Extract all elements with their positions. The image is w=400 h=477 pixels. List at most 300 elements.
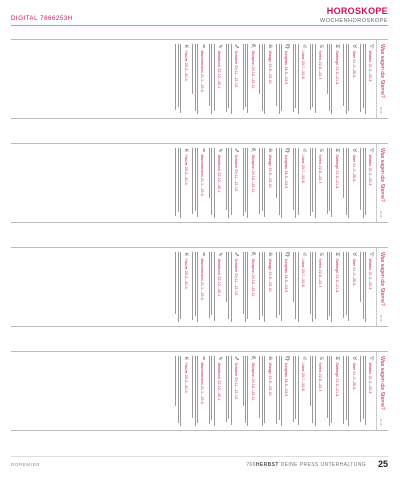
sign-entry	[293, 356, 305, 426]
text-line	[260, 148, 261, 214]
text-line	[310, 252, 311, 314]
text-line	[293, 44, 294, 112]
pisces-icon: ♓	[183, 252, 190, 257]
text-line	[226, 252, 227, 302]
column-header	[376, 248, 388, 326]
taurus-icon: ♉	[351, 148, 358, 153]
text-line	[245, 356, 246, 423]
libra-icon: ♎	[267, 252, 274, 257]
virgo-icon: ♍	[283, 356, 290, 361]
text-line	[298, 356, 299, 425]
page-title: HOROSKOPE	[326, 6, 388, 16]
sign-heading	[368, 356, 373, 426]
text-line	[298, 44, 299, 114]
text-line	[282, 356, 283, 426]
text-line	[346, 148, 347, 215]
sign-name: Waage 24.9.–23.10.	[267, 154, 272, 189]
sign-name: Stier 21.4.–20.5.	[351, 258, 356, 287]
text-line	[332, 148, 333, 217]
text-line	[315, 356, 316, 426]
sign-entry	[209, 44, 221, 114]
text-line	[330, 148, 331, 211]
text-line	[363, 44, 364, 108]
text-line	[231, 252, 232, 322]
sign-heading	[351, 356, 356, 426]
text-line	[181, 356, 182, 426]
pisces-icon: ♓	[183, 356, 190, 361]
column-date: 19.10.	[379, 210, 382, 218]
sign-name: Steinbock 22.12.–20.1.	[217, 258, 222, 298]
sign-name: Wassermann 21.1.–19.2.	[200, 258, 205, 301]
sign-name: Schütze 23.11.–21.12.	[234, 50, 238, 89]
sign-heading	[301, 44, 306, 114]
taurus-icon: ♉	[351, 356, 358, 361]
sign-name: Steinbock 22.12.–20.1.	[217, 154, 222, 194]
text-line	[262, 356, 263, 426]
sign-heading	[318, 252, 323, 322]
aquarius-icon: ♒	[199, 44, 206, 49]
aquarius-icon: ♒	[199, 148, 206, 153]
text-line	[346, 356, 347, 420]
sign-entry	[361, 44, 373, 114]
text-line	[313, 44, 314, 107]
footer-publisher: DOREMIER	[11, 462, 41, 467]
text-line	[193, 252, 194, 320]
sign-heading	[284, 148, 289, 218]
sign-entry	[293, 148, 305, 218]
text-line	[195, 356, 196, 426]
sign-name: Löwe 23.7.–23.8.	[301, 258, 306, 288]
text-line	[349, 148, 350, 218]
sign-heading	[183, 148, 188, 218]
text-line	[315, 44, 316, 113]
sign-heading	[368, 252, 373, 322]
sign-entry	[310, 44, 322, 114]
text-line	[277, 148, 278, 198]
column-question: Was sagen die Sterne?	[379, 148, 385, 202]
text-line	[361, 252, 362, 302]
sign-heading	[284, 252, 289, 322]
sign-entry	[243, 44, 255, 114]
text-line	[231, 44, 232, 114]
text-line	[229, 356, 230, 419]
footer-magazine	[246, 462, 366, 468]
sign-heading	[200, 356, 205, 426]
sign-heading	[217, 148, 222, 218]
text-line	[193, 148, 194, 214]
sign-name: Löwe 23.7.–23.8.	[301, 154, 306, 184]
text-line	[245, 148, 246, 212]
text-line	[296, 44, 297, 108]
pisces-icon: ♓	[183, 44, 190, 49]
sign-entry	[327, 148, 339, 218]
text-line	[248, 44, 249, 113]
sign-heading	[318, 148, 323, 218]
sign-heading	[351, 148, 356, 218]
sign-name: Stier 21.4.–20.5.	[351, 50, 356, 79]
text-line	[282, 252, 283, 321]
sign-entry	[260, 148, 272, 218]
sign-entry	[226, 356, 238, 426]
leo-icon: ♌	[300, 356, 307, 361]
aries-icon: ♈	[368, 356, 374, 361]
column-question: Was sagen die Sterne?	[379, 44, 385, 98]
sign-entry	[209, 148, 221, 218]
text-line	[260, 356, 261, 418]
text-line	[366, 148, 367, 215]
text-line	[209, 44, 210, 106]
sign-name: Wassermann 21.1.–19.2.	[200, 50, 205, 93]
sign-name: Fische 20.2.–20.3.	[183, 50, 188, 82]
sign-entry	[226, 252, 238, 322]
text-line	[195, 148, 196, 211]
sign-entry	[277, 148, 289, 218]
libra-icon: ♎	[267, 148, 274, 153]
sign-heading	[267, 252, 272, 322]
sign-name: Skorpion 24.10.–22.11.	[250, 258, 255, 298]
sign-name: Widder 21.3.–20.4.	[368, 362, 373, 395]
horoscope-spread	[11, 31, 388, 451]
sign-heading	[217, 252, 222, 322]
text-line	[332, 44, 333, 114]
sign-entry	[293, 252, 305, 322]
sign-entry	[344, 148, 356, 218]
sign-entry	[193, 148, 205, 218]
sign-heading	[284, 44, 289, 114]
sign-name: Schütze 23.11.–21.12.	[234, 362, 238, 401]
text-line	[313, 148, 314, 212]
text-line	[279, 252, 280, 315]
sign-entry	[277, 356, 289, 426]
text-line	[366, 252, 367, 322]
column-date: 18.10.	[379, 106, 382, 114]
sign-heading	[183, 356, 188, 426]
sign-heading	[334, 148, 339, 218]
sign-name: Schütze 23.11.–21.12.	[234, 258, 238, 297]
sign-entry	[327, 356, 339, 426]
text-line	[293, 148, 294, 210]
text-line	[176, 148, 177, 216]
sagittarius-icon: ♐	[233, 44, 240, 49]
sign-name: Krebs 22.6.–22.7.	[318, 258, 323, 289]
cancer-icon: ♋	[317, 252, 324, 257]
text-line	[361, 148, 362, 210]
text-line	[349, 356, 350, 426]
text-line	[296, 356, 297, 419]
text-line	[298, 148, 299, 215]
text-line	[330, 356, 331, 426]
text-line	[214, 356, 215, 426]
text-line	[178, 148, 179, 212]
text-line	[197, 44, 198, 114]
sign-heading	[334, 356, 339, 426]
column-header	[376, 144, 388, 222]
sign-name: Löwe 23.7.–23.8.	[301, 50, 306, 80]
sign-name: Zwillinge 21.5.–21.6.	[334, 362, 339, 398]
sign-name: Stier 21.4.–20.5.	[351, 154, 356, 183]
sign-heading	[234, 148, 239, 218]
rotated-columns	[11, 31, 388, 451]
sign-entry	[226, 44, 238, 114]
text-line	[245, 252, 246, 322]
sign-heading	[301, 356, 306, 426]
sign-entry	[361, 252, 373, 322]
sign-heading	[334, 252, 339, 322]
text-line	[226, 148, 227, 210]
aquarius-icon: ♒	[199, 356, 206, 361]
leo-icon: ♌	[300, 44, 307, 49]
text-line	[293, 252, 294, 302]
text-line	[212, 44, 213, 114]
sign-entry	[243, 356, 255, 426]
capricorn-icon: ♑	[216, 252, 223, 257]
sign-name: Jungfrau 24.8.–23.9.	[284, 154, 289, 190]
text-line	[195, 44, 196, 111]
column-body	[169, 40, 376, 118]
text-line	[262, 148, 263, 211]
sign-name: Skorpion 24.10.–22.11.	[250, 50, 255, 90]
text-line	[344, 252, 345, 318]
text-line	[361, 356, 362, 422]
text-line	[178, 252, 179, 322]
text-line	[277, 356, 278, 424]
sign-name: Schütze 23.11.–21.12.	[234, 154, 238, 193]
text-line	[313, 356, 314, 423]
sign-entry	[260, 356, 272, 426]
libra-icon: ♎	[267, 356, 274, 361]
sagittarius-icon: ♐	[233, 148, 240, 153]
column-body	[169, 144, 376, 222]
horoscope-column	[11, 351, 388, 431]
sign-entry	[310, 356, 322, 426]
footer-issue: 766	[246, 462, 256, 468]
sign-entry	[226, 148, 238, 218]
sign-heading	[183, 252, 188, 322]
text-line	[282, 148, 283, 218]
text-line	[248, 252, 249, 319]
sign-name: Waage 24.9.–23.10.	[267, 50, 272, 85]
scorpio-icon: ♏	[250, 44, 257, 49]
text-line	[214, 44, 215, 111]
text-line	[262, 252, 263, 316]
gemini-icon: ♊	[334, 44, 341, 49]
text-line	[176, 252, 177, 314]
sign-entry	[277, 44, 289, 114]
text-line	[214, 148, 215, 218]
text-line	[229, 252, 230, 319]
text-line	[178, 44, 179, 107]
text-line	[298, 252, 299, 322]
sign-name: Fische 20.2.–20.3.	[183, 154, 188, 186]
sign-entry	[327, 252, 339, 322]
sign-name: Krebs 22.6.–22.7.	[318, 362, 323, 393]
text-line	[277, 252, 278, 318]
aries-icon: ♈	[368, 44, 374, 49]
text-line	[265, 148, 266, 217]
sign-entry	[176, 356, 188, 426]
sign-name: Waage 24.9.–23.10.	[267, 362, 272, 397]
sign-entry	[277, 252, 289, 322]
text-line	[262, 44, 263, 111]
text-line	[310, 44, 311, 110]
text-line	[277, 44, 278, 106]
text-line	[265, 44, 266, 114]
sign-name: Waage 24.9.–23.10.	[267, 258, 272, 293]
text-line	[243, 148, 244, 216]
column-header	[376, 40, 388, 118]
sign-name: Krebs 22.6.–22.7.	[318, 154, 323, 185]
sign-heading	[234, 356, 239, 426]
text-line	[248, 356, 249, 426]
text-line	[349, 252, 350, 321]
capricorn-icon: ♑	[216, 44, 223, 49]
text-line	[310, 148, 311, 216]
aries-icon: ♈	[368, 148, 374, 153]
sign-name: Wassermann 21.1.–19.2.	[200, 154, 205, 197]
text-line	[176, 44, 177, 110]
text-line	[243, 44, 244, 110]
sign-heading	[234, 252, 239, 322]
column-body	[169, 248, 376, 326]
text-line	[327, 252, 328, 320]
text-line	[293, 356, 294, 422]
text-line	[193, 356, 194, 418]
sign-name: Jungfrau 24.8.–23.9.	[284, 258, 289, 294]
sign-name: Zwillinge 21.5.–21.6.	[334, 154, 339, 190]
text-line	[193, 44, 194, 94]
sign-entry	[193, 252, 205, 322]
text-line	[330, 252, 331, 316]
text-line	[344, 148, 345, 198]
horoscope-column	[11, 143, 388, 223]
text-line	[330, 44, 331, 111]
scorpio-icon: ♏	[250, 148, 257, 153]
sign-heading	[318, 44, 323, 114]
sign-name: Skorpion 24.10.–22.11.	[250, 362, 255, 402]
sign-heading	[284, 356, 289, 426]
virgo-icon: ♍	[283, 148, 290, 153]
sign-heading	[183, 44, 188, 114]
libra-icon: ♎	[267, 44, 274, 49]
virgo-icon: ♍	[283, 252, 290, 257]
text-line	[363, 148, 364, 218]
sign-entry	[344, 356, 356, 426]
text-line	[197, 356, 198, 423]
text-line	[279, 356, 280, 420]
text-line	[260, 44, 261, 94]
text-line	[181, 148, 182, 218]
sign-name: Löwe 23.7.–23.8.	[301, 362, 306, 392]
header-divider	[11, 25, 388, 26]
sign-name: Widder 21.3.–20.4.	[368, 258, 373, 291]
sign-entry	[310, 252, 322, 322]
text-line	[346, 252, 347, 315]
text-line	[332, 252, 333, 322]
sign-heading	[351, 252, 356, 322]
sign-name: Zwillinge 21.5.–21.6.	[334, 50, 339, 86]
text-line	[296, 148, 297, 218]
sign-heading	[250, 148, 255, 218]
sign-name: Steinbock 22.12.–20.1.	[217, 50, 222, 90]
sign-heading	[234, 44, 239, 114]
cancer-icon: ♋	[317, 148, 324, 153]
text-line	[344, 356, 345, 424]
gemini-icon: ♊	[334, 148, 341, 153]
text-line	[327, 44, 328, 94]
text-line	[243, 356, 244, 406]
text-line	[349, 44, 350, 111]
text-line	[260, 252, 261, 320]
scorpio-icon: ♏	[250, 252, 257, 257]
page-section-label: DIGITAL 7666253H	[11, 16, 73, 22]
sign-name: Wassermann 21.1.–19.2.	[200, 362, 205, 405]
sign-name: Widder 21.3.–20.4.	[368, 154, 373, 187]
sign-heading	[250, 44, 255, 114]
sign-entry	[243, 148, 255, 218]
text-line	[361, 44, 362, 112]
text-line	[315, 148, 316, 218]
text-line	[243, 252, 244, 314]
sign-name: Fische 20.2.–20.3.	[183, 258, 188, 290]
sign-entry	[293, 44, 305, 114]
text-line	[327, 148, 328, 214]
cancer-icon: ♋	[317, 356, 324, 361]
sign-entry	[361, 148, 373, 218]
capricorn-icon: ♑	[216, 148, 223, 153]
text-line	[346, 44, 347, 114]
sagittarius-icon: ♐	[233, 356, 240, 361]
text-line	[282, 44, 283, 111]
text-line	[332, 356, 333, 423]
sign-entry	[260, 252, 272, 322]
sign-entry	[361, 356, 373, 426]
horoscope-column	[11, 247, 388, 327]
taurus-icon: ♉	[351, 44, 358, 49]
column-question: Was sagen die Sterne?	[379, 356, 385, 410]
column-question: Was sagen die Sterne?	[379, 252, 385, 306]
sign-name: Jungfrau 24.8.–23.9.	[284, 362, 289, 398]
text-line	[212, 148, 213, 215]
sign-name: Skorpion 24.10.–22.11.	[250, 154, 255, 194]
gemini-icon: ♊	[334, 252, 341, 257]
sign-entry	[260, 44, 272, 114]
text-line	[344, 44, 345, 106]
page-number: 25	[377, 459, 388, 469]
sign-entry	[176, 148, 188, 218]
sagittarius-icon: ♐	[233, 252, 240, 257]
text-line	[209, 356, 210, 424]
sign-entry	[243, 252, 255, 322]
virgo-icon: ♍	[283, 44, 290, 49]
text-line	[197, 252, 198, 322]
column-body	[169, 352, 376, 430]
sign-heading	[267, 148, 272, 218]
sign-heading	[351, 44, 356, 114]
aquarius-icon: ♒	[199, 252, 206, 257]
sign-heading	[250, 356, 255, 426]
text-line	[366, 44, 367, 114]
text-line	[363, 252, 364, 319]
text-line	[231, 356, 232, 425]
sign-heading	[267, 44, 272, 114]
sign-entry	[176, 44, 188, 114]
text-line	[229, 148, 230, 218]
gemini-icon: ♊	[334, 356, 341, 361]
capricorn-icon: ♑	[216, 356, 223, 361]
text-line	[315, 252, 316, 319]
text-line	[181, 44, 182, 113]
text-line	[231, 148, 232, 215]
